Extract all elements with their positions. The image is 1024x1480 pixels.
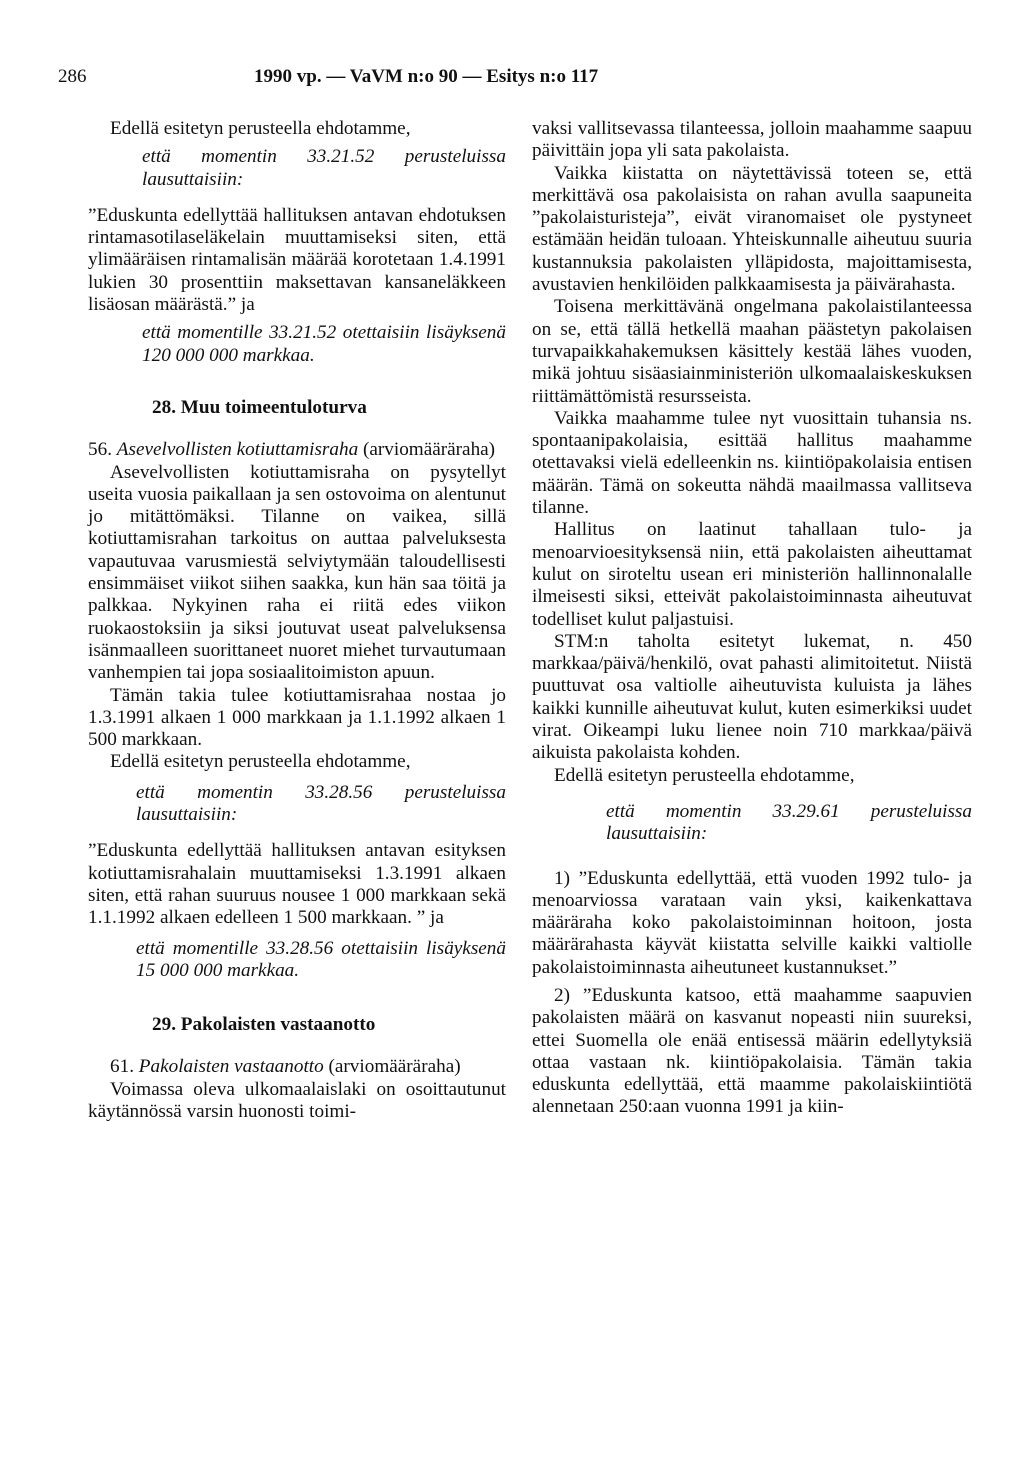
item-title: Asevelvollisten kotiuttamisraha	[116, 439, 359, 461]
paragraph: Edellä esitetyn perusteella ehdotamme,	[554, 764, 855, 786]
paragraph: Toisena merkittävänä ongelmana pakolaistilanteessa on se, että tällä hetkellä maahan päästetyn pakolaisen turvapaikkahakemuksen käsittely kestää lähes vuoden, mikä johtuu sisäasiainministeriön ulkomaalaiskeskuksen riittämättömistä resursseista.	[532, 296, 972, 407]
right-column	[532, 118, 972, 1119]
paragraph: vaksi vallitsevassa tilanteessa, jolloin maahamme saapuu päivittäin jopa yli sata pakolaista.	[532, 118, 972, 162]
paragraph: Voimassa oleva ulkomaalaislaki on osoittautunut käytännössä varsin huonosti toimi-	[88, 1078, 506, 1122]
item-title: Pakolaisten vastaanotto	[138, 1056, 324, 1078]
numbered-proposal: 2) ”Eduskunta katsoo, että maahamme saapuvien pakolaisten määrä on kasvanut nopeasti niin suureksi, ettei Suomella ole enää entisessä määrin edellytyksiä ottaa vastaan nk. kiintiöpakolaisia. Tämän takia eduskunta edellyttää, että maamme pakolaiskiintiötä alennetaan 250:aan vuonna 1991 ja kiin-	[532, 984, 972, 1118]
running-title: 1990 vp. — VaVM n:o 90 — Esitys n:o 117	[254, 66, 599, 87]
numbered-proposal: 1) ”Eduskunta edellyttää, että vuoden 1992 tulo- ja menoarviossa varataan vain yksi, kaikenkattava määräraha koko pakolaistoiminnan hoitoon, josta määrärahasta käyvät kiistatta selville kaikki valtiolle pakolaistoiminnasta aiheutuneet kustannukset.”	[532, 867, 972, 978]
item-type: (arviomääräraha)	[362, 439, 496, 461]
section-heading: 29. Pakolaisten vastaanotto	[152, 1014, 376, 1036]
paragraph: Vaikka kiistatta on näytettävissä toteen se, että merkittävä osa pakolaisista on rahan avulla saapuneita ”pakolaisturisteja”, eivät viranomaiset ole pystyneet estämään heidän tuloaan. Yhteiskunnalle aiheutuu suuria kustannuksia pakolaisten ylläpidosta, majoittamisesta, avustavien henkilöiden palkkaamisesta ja päivärahasta.	[532, 162, 972, 296]
paragraph: Asevelvollisten kotiuttamisraha on pysytellyt useita vuosia paikallaan ja sen ostovoima on alentunut jo mitättömäksi. Tilanne on vaikea, sillä kotiuttamisrahan tarkoitus on auttaa palveluksesta vapautuvaa varusmiestä selviytymään taloudellisesti ensimmäiset viikot siihen saakka, kun hän saa töitä ja palkkaa. Nykyinen raha ei riitä edes viikon ruokaostoksiin ja siksi joutuvat useat palveluksensa isänmaalleen suorittaneet nuoret miehet turvautumaan vanhempien tai jopa sosiaalitoimiston apuun.	[88, 461, 506, 684]
motion-phrase: että momentin 33.29.61 perusteluissa lausuttaisiin:	[606, 800, 972, 845]
left-column	[88, 118, 506, 1123]
quoted-proposal: ”Eduskunta edellyttää hallituksen antavan ehdotuksen rintamasotilaseläkelain muuttamiseksi siten, että ylimääräisen rintamalisän määrää korotetaan 1.4.1991 lukien 30 prosenttiin maksettavan kansaneläkkeen lisäosan määrästä.” ja	[88, 204, 506, 316]
quoted-proposal: ”Eduskunta edellyttää hallituksen antavan esityksen kotiuttamisrahalain muuttamiseksi 1.3.1991 alkaen siten, että rahan suuruus nousee 1 000 markkaan sekä 1.1.1992 alkaen edelleen 1 500 markkaan. ” ja	[88, 840, 506, 929]
section-heading: 28. Muu toimeentuloturva	[152, 396, 367, 418]
item-heading	[88, 439, 506, 461]
paragraph: STM:n taholta esitetyt lukemat, n. 450 markkaa/päivä/henkilö, ovat pahasti alimitoitetut. Niistä puuttuvat osa valtiolle aiheutuvista kuluista ja lähes kaikki kunnille aiheutuvat kulut, kuten esimerkiksi uudet virat. Oikeampi luku lienee noin 710 markkaa/päivä aikuista pakolaista kohden.	[532, 630, 972, 764]
item-heading	[88, 1056, 506, 1078]
paragraph: Hallitus on laatinut tahallaan tulo- ja menoarvioesityksensä niin, että pakolaisten aiheuttamat kulut on siroteltu usean eri ministeriön hallinnonalalle ilmeisesti siksi, etteivät pakolaistoiminnasta aiheutuvat todelliset kulut paljastuisi.	[532, 519, 972, 630]
item-type: (arviomääräraha)	[328, 1056, 461, 1078]
item-number: 56.	[88, 439, 112, 461]
page-number: 286	[58, 66, 87, 87]
paragraph: Edellä esitetyn perusteella ehdotamme,	[110, 751, 411, 773]
paragraph: Vaikka maahamme tulee nyt vuosittain tuhansia ns. spontaanipakolaisia, esittää hallitus maahamme otettavaksi vielä edelleenkin ns. kiintiöpakolaisia entisen määrän. Tämä on sokeutta nähdä maailmassa vallitseva tilanne.	[532, 407, 972, 519]
item-number: 61.	[110, 1056, 134, 1078]
motion-phrase: että momentin 33.21.52 perusteluissa lausuttaisiin:	[142, 146, 506, 190]
motion-phrase: että momentille 33.28.56 otettaisiin lisäyksenä 15 000 000 markkaa.	[136, 937, 506, 981]
paragraph: Edellä esitetyn perusteella ehdotamme,	[110, 118, 411, 139]
motion-phrase: että momentille 33.21.52 otettaisiin lisäyksenä 120 000 000 markkaa.	[142, 322, 506, 366]
paragraph: Tämän takia tulee kotiuttamisrahaa nostaa jo 1.3.1991 alkaen 1 000 markkaan ja 1.1.1992 alkaen 1 500 markkaan.	[88, 684, 506, 751]
motion-phrase: että momentin 33.28.56 perusteluissa lausuttaisiin:	[136, 781, 506, 826]
